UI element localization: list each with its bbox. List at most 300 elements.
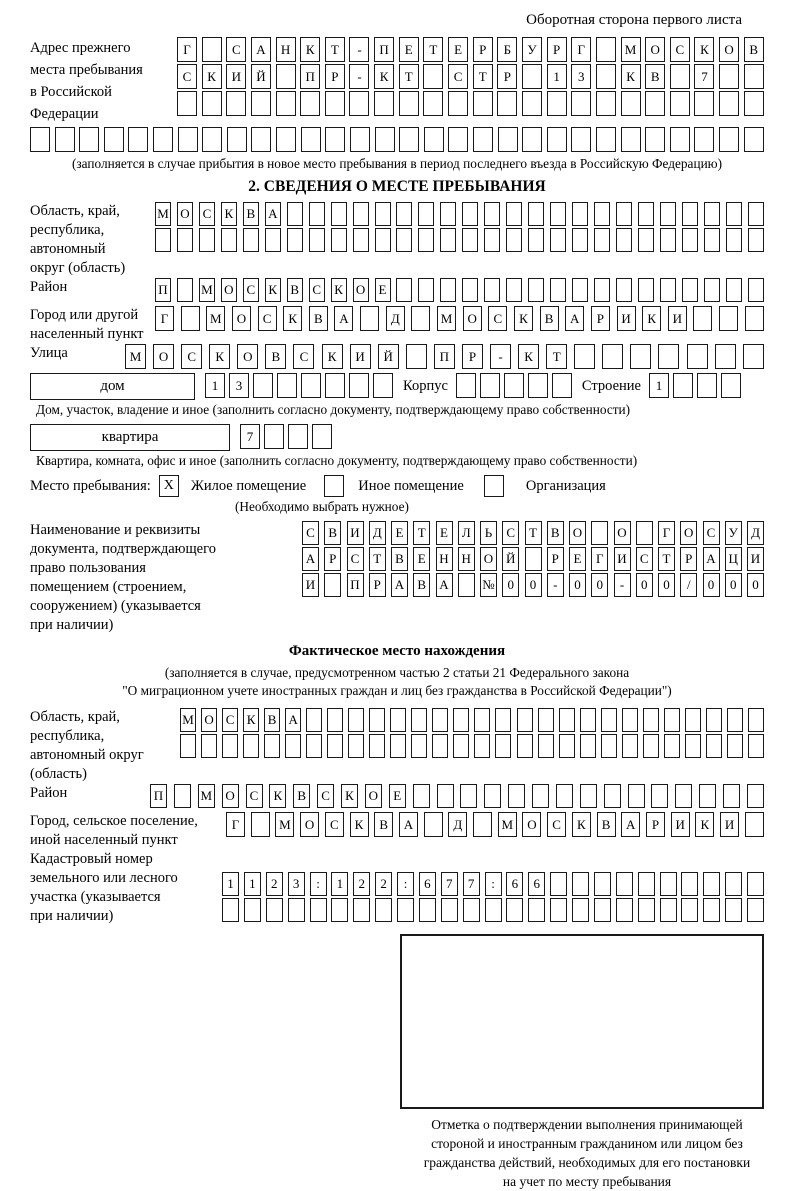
char-cell bbox=[594, 202, 610, 226]
char-cell bbox=[432, 734, 448, 758]
char-cell bbox=[522, 64, 542, 89]
char-cell bbox=[638, 872, 655, 896]
char-cell: В bbox=[540, 306, 559, 331]
char-cell: 7 bbox=[694, 64, 714, 89]
char-cell: П bbox=[150, 784, 167, 808]
char-cell: Б bbox=[497, 37, 517, 62]
char-cell: 1 bbox=[649, 373, 669, 398]
char-cell: А bbox=[703, 547, 720, 571]
char-cell bbox=[596, 64, 616, 89]
prev-address-label: Адрес прежнего места пребывания в Российской Федерации bbox=[30, 40, 143, 122]
char-cell bbox=[276, 64, 296, 89]
char-cell bbox=[594, 872, 611, 896]
char-cell: О bbox=[569, 521, 586, 545]
char-cell bbox=[497, 91, 517, 116]
char-cell bbox=[243, 228, 259, 252]
char-cell bbox=[375, 202, 391, 226]
char-cell bbox=[276, 127, 296, 152]
char-cell bbox=[440, 202, 456, 226]
char-cell bbox=[685, 734, 701, 758]
prev-address-block bbox=[30, 37, 764, 125]
char-cell bbox=[456, 373, 476, 398]
char-cell bbox=[55, 127, 75, 152]
char-cell bbox=[719, 127, 739, 152]
char-cell: Р bbox=[646, 812, 665, 837]
dom-caption: Дом, участок, владение и иное (заполнить согласно документу, подтверждающему право собственности) bbox=[36, 402, 631, 417]
char-cell bbox=[181, 306, 200, 331]
char-cell bbox=[506, 898, 523, 922]
char-cell: И bbox=[350, 344, 371, 369]
char-cell bbox=[643, 708, 659, 732]
char-cell bbox=[177, 228, 193, 252]
char-cell bbox=[222, 898, 239, 922]
char-cell: А bbox=[251, 37, 271, 62]
char-cell: О bbox=[522, 812, 541, 837]
char-cell bbox=[664, 734, 680, 758]
char-cell bbox=[721, 373, 741, 398]
char-cell bbox=[748, 734, 764, 758]
char-cell: : bbox=[310, 872, 327, 896]
char-cell: / bbox=[680, 573, 697, 597]
char-cell bbox=[324, 573, 341, 597]
char-cell bbox=[660, 872, 677, 896]
char-cell bbox=[572, 278, 588, 302]
char-cell bbox=[309, 228, 325, 252]
char-cell bbox=[616, 872, 633, 896]
char-cell bbox=[325, 127, 345, 152]
char-cell: А bbox=[302, 547, 319, 571]
char-cell bbox=[616, 278, 632, 302]
char-cell: 0 bbox=[658, 573, 675, 597]
char-cell bbox=[693, 306, 712, 331]
char-cell: Р bbox=[680, 547, 697, 571]
prev-address-row-2 bbox=[177, 64, 764, 89]
char-cell: В bbox=[391, 547, 408, 571]
checkbox-inoe bbox=[324, 475, 344, 497]
char-cell: Е bbox=[448, 37, 468, 62]
char-cell bbox=[591, 521, 608, 545]
char-cell bbox=[349, 373, 369, 398]
char-cell: Е bbox=[389, 784, 406, 808]
char-cell bbox=[288, 424, 308, 449]
char-cell: 1 bbox=[547, 64, 567, 89]
char-cell bbox=[594, 278, 610, 302]
char-cell bbox=[325, 373, 345, 398]
fact-kadastr-row-1 bbox=[222, 872, 764, 896]
s2-gorod-row bbox=[30, 306, 764, 344]
char-cell: О bbox=[177, 202, 193, 226]
char-cell: П bbox=[374, 37, 394, 62]
char-cell bbox=[79, 127, 99, 152]
char-cell: Й bbox=[378, 344, 399, 369]
char-cell bbox=[670, 127, 690, 152]
char-cell bbox=[104, 127, 124, 152]
char-cell bbox=[396, 228, 412, 252]
char-cell bbox=[664, 708, 680, 732]
char-cell bbox=[596, 91, 616, 116]
char-cell bbox=[538, 734, 554, 758]
char-cell bbox=[744, 127, 764, 152]
char-cell bbox=[177, 91, 197, 116]
mesto-row bbox=[30, 475, 764, 497]
char-cell bbox=[277, 373, 297, 398]
char-cell: Т bbox=[473, 64, 493, 89]
char-cell: : bbox=[485, 872, 502, 896]
char-cell bbox=[374, 91, 394, 116]
char-cell: И bbox=[671, 812, 690, 837]
prev-address-cells bbox=[177, 37, 764, 118]
char-cell bbox=[180, 734, 196, 758]
char-cell: В bbox=[309, 306, 328, 331]
char-cell bbox=[643, 734, 659, 758]
char-cell bbox=[406, 344, 427, 369]
char-cell: А bbox=[436, 573, 453, 597]
char-cell: - bbox=[490, 344, 511, 369]
korpus-cells bbox=[456, 373, 572, 398]
char-cell bbox=[550, 872, 567, 896]
char-cell bbox=[418, 202, 434, 226]
char-cell bbox=[645, 127, 665, 152]
char-cell: 6 bbox=[506, 872, 523, 896]
char-cell bbox=[685, 708, 701, 732]
char-cell bbox=[348, 708, 364, 732]
char-cell: Е bbox=[375, 278, 391, 302]
char-cell bbox=[484, 278, 500, 302]
char-cell bbox=[660, 228, 676, 252]
char-cell bbox=[571, 127, 591, 152]
char-cell bbox=[353, 202, 369, 226]
char-cell: К bbox=[300, 37, 320, 62]
char-cell bbox=[331, 898, 348, 922]
checkbox-organizatsiya bbox=[484, 475, 504, 497]
char-cell: А bbox=[334, 306, 353, 331]
char-cell bbox=[437, 784, 454, 808]
char-cell bbox=[725, 898, 742, 922]
char-cell bbox=[300, 91, 320, 116]
char-cell bbox=[660, 202, 676, 226]
char-cell: О bbox=[719, 37, 739, 62]
char-cell: Н bbox=[436, 547, 453, 571]
char-cell: 6 bbox=[528, 872, 545, 896]
mesto-label: Место пребывания: bbox=[30, 477, 151, 494]
char-cell bbox=[462, 278, 478, 302]
char-cell bbox=[480, 373, 500, 398]
char-cell: К bbox=[350, 812, 369, 837]
dom-box: дом bbox=[30, 373, 195, 400]
char-cell bbox=[601, 734, 617, 758]
char-cell: К bbox=[202, 64, 222, 89]
char-cell bbox=[660, 898, 677, 922]
char-cell bbox=[331, 202, 347, 226]
char-cell bbox=[681, 898, 698, 922]
s2-oblast-row bbox=[30, 202, 764, 278]
char-cell: 0 bbox=[725, 573, 742, 597]
char-cell: С bbox=[199, 202, 215, 226]
char-cell: К bbox=[695, 812, 714, 837]
s2-oblast-label: Область, край, республика, автономный округ (область) bbox=[30, 203, 126, 276]
char-cell bbox=[155, 228, 171, 252]
char-cell bbox=[719, 64, 739, 89]
dom-cells bbox=[205, 373, 393, 398]
s2-ulitsa-label: Улица bbox=[30, 345, 68, 361]
char-cell: Р bbox=[324, 547, 341, 571]
char-cell bbox=[528, 898, 545, 922]
char-cell bbox=[306, 734, 322, 758]
char-cell bbox=[440, 228, 456, 252]
char-cell bbox=[348, 734, 364, 758]
fact-oblast-cells bbox=[180, 708, 764, 760]
char-cell: Г bbox=[226, 812, 245, 837]
char-cell bbox=[484, 202, 500, 226]
fact-gorod-label: Город, сельское поселение, иной населенный пункт bbox=[30, 813, 198, 848]
char-cell bbox=[572, 202, 588, 226]
char-cell bbox=[390, 708, 406, 732]
char-cell: В bbox=[597, 812, 616, 837]
char-cell bbox=[638, 228, 654, 252]
char-cell bbox=[687, 344, 708, 369]
char-cell bbox=[448, 127, 468, 152]
char-cell bbox=[360, 306, 379, 331]
char-cell bbox=[285, 734, 301, 758]
char-cell: В bbox=[413, 573, 430, 597]
char-cell: А bbox=[399, 812, 418, 837]
stamp-box bbox=[400, 934, 764, 1109]
char-cell bbox=[594, 898, 611, 922]
char-cell: О bbox=[463, 306, 482, 331]
char-cell: С bbox=[258, 306, 277, 331]
char-cell: 3 bbox=[229, 373, 249, 398]
char-cell bbox=[572, 228, 588, 252]
doc-row-2 bbox=[302, 547, 764, 571]
char-cell bbox=[473, 127, 493, 152]
char-cell: А bbox=[265, 202, 281, 226]
char-cell: Ц bbox=[725, 547, 742, 571]
fact-oblast-row-1 bbox=[180, 708, 764, 732]
char-cell bbox=[726, 202, 742, 226]
char-cell bbox=[375, 127, 395, 152]
char-cell bbox=[399, 91, 419, 116]
char-cell bbox=[473, 812, 492, 837]
char-cell: О bbox=[221, 278, 237, 302]
prev-address-caption: (заполняется в случае прибытия в новое место пребывания в период последнего въезда в Российскую Федерацию) bbox=[71, 156, 723, 171]
char-cell: С bbox=[317, 784, 334, 808]
char-cell: С bbox=[177, 64, 197, 89]
fact-kadastr-row-2 bbox=[222, 898, 764, 922]
char-cell: И bbox=[617, 306, 636, 331]
char-cell: К bbox=[322, 344, 343, 369]
char-cell bbox=[748, 228, 764, 252]
stroenie-label: Строение bbox=[581, 378, 641, 394]
char-cell: К bbox=[374, 64, 394, 89]
char-cell bbox=[704, 202, 720, 226]
char-cell: Т bbox=[423, 37, 443, 62]
char-cell bbox=[397, 898, 414, 922]
char-cell bbox=[331, 228, 347, 252]
char-cell: С bbox=[448, 64, 468, 89]
checkbox-zhiloe: X bbox=[159, 475, 179, 497]
char-cell: Й bbox=[502, 547, 519, 571]
char-cell bbox=[660, 278, 676, 302]
char-cell: В bbox=[265, 344, 286, 369]
char-cell: 1 bbox=[244, 872, 261, 896]
char-cell: 0 bbox=[591, 573, 608, 597]
char-cell: М bbox=[206, 306, 225, 331]
char-cell: И bbox=[614, 547, 631, 571]
char-cell: У bbox=[522, 37, 542, 62]
char-cell: Т bbox=[413, 521, 430, 545]
char-cell: Т bbox=[546, 344, 567, 369]
fact-title: Фактическое место нахождения bbox=[288, 643, 506, 659]
s2-oblast-row-2 bbox=[155, 228, 764, 252]
char-cell: К bbox=[694, 37, 714, 62]
char-cell: А bbox=[391, 573, 408, 597]
char-cell: О bbox=[614, 521, 631, 545]
fact-gorod-cells bbox=[226, 812, 764, 837]
char-cell bbox=[743, 344, 764, 369]
char-cell bbox=[528, 202, 544, 226]
char-cell bbox=[202, 127, 222, 152]
char-cell bbox=[30, 127, 50, 152]
char-cell bbox=[726, 278, 742, 302]
char-cell bbox=[719, 306, 738, 331]
char-cell bbox=[658, 344, 679, 369]
char-cell bbox=[621, 127, 641, 152]
char-cell: М bbox=[498, 812, 517, 837]
char-cell bbox=[726, 228, 742, 252]
doc-block bbox=[30, 521, 764, 635]
char-cell bbox=[670, 64, 690, 89]
char-cell: П bbox=[300, 64, 320, 89]
char-cell: О bbox=[300, 812, 319, 837]
char-cell bbox=[202, 91, 222, 116]
char-cell bbox=[682, 228, 698, 252]
char-cell: К bbox=[221, 202, 237, 226]
char-cell: К bbox=[572, 812, 591, 837]
char-cell: Г bbox=[658, 521, 675, 545]
char-cell bbox=[226, 91, 246, 116]
char-cell bbox=[485, 898, 502, 922]
char-cell: В bbox=[287, 278, 303, 302]
char-cell bbox=[706, 708, 722, 732]
s2-gorod-label: Город или другой населенный пункт bbox=[30, 307, 144, 342]
char-cell bbox=[622, 734, 638, 758]
char-cell bbox=[484, 228, 500, 252]
char-cell: В bbox=[264, 708, 280, 732]
char-cell: С bbox=[226, 37, 246, 62]
char-cell bbox=[227, 127, 247, 152]
char-cell: К bbox=[642, 306, 661, 331]
fact-intro: (заполняется в случае, предусмотренном частью 2 статьи 21 Федерального закона "О миграционном учете иностранных граждан и лиц без гражданства в Российской Федерации") bbox=[122, 665, 672, 698]
fact-raion-row bbox=[30, 784, 764, 810]
char-cell bbox=[177, 278, 193, 302]
char-cell bbox=[373, 373, 393, 398]
char-cell: О bbox=[365, 784, 382, 808]
char-cell bbox=[473, 91, 493, 116]
char-cell bbox=[601, 708, 617, 732]
char-cell: 0 bbox=[636, 573, 653, 597]
char-cell bbox=[458, 573, 475, 597]
char-cell bbox=[453, 708, 469, 732]
char-cell: Е bbox=[391, 521, 408, 545]
char-cell bbox=[253, 373, 273, 398]
char-cell bbox=[744, 64, 764, 89]
char-cell bbox=[266, 898, 283, 922]
char-cell bbox=[327, 708, 343, 732]
char-cell: М bbox=[198, 784, 215, 808]
header-note: Оборотная сторона первого листа bbox=[526, 12, 742, 28]
char-cell bbox=[432, 708, 448, 732]
char-cell bbox=[474, 734, 490, 758]
char-cell bbox=[474, 708, 490, 732]
char-cell: С bbox=[325, 812, 344, 837]
char-cell bbox=[325, 91, 345, 116]
s2-raion-cells bbox=[155, 278, 764, 302]
char-cell bbox=[704, 228, 720, 252]
char-cell: Г bbox=[571, 37, 591, 62]
char-cell: К bbox=[341, 784, 358, 808]
char-cell bbox=[463, 898, 480, 922]
char-cell: Т bbox=[325, 37, 345, 62]
doc-cells bbox=[302, 521, 764, 599]
char-cell bbox=[596, 127, 616, 152]
char-cell: Г bbox=[177, 37, 197, 62]
char-cell: У bbox=[725, 521, 742, 545]
char-cell bbox=[375, 898, 392, 922]
char-cell: М bbox=[275, 812, 294, 837]
char-cell: В bbox=[547, 521, 564, 545]
dom-row bbox=[30, 373, 764, 400]
section2-title: 2. СВЕДЕНИЯ О МЕСТЕ ПРЕБЫВАНИЯ bbox=[248, 178, 546, 195]
fact-kadastr-cells bbox=[222, 872, 764, 924]
char-cell bbox=[727, 734, 743, 758]
char-cell bbox=[413, 784, 430, 808]
char-cell: Р bbox=[369, 573, 386, 597]
char-cell bbox=[411, 306, 430, 331]
char-cell bbox=[748, 202, 764, 226]
s2-oblast-row-1 bbox=[155, 202, 764, 226]
char-cell: С bbox=[703, 521, 720, 545]
char-cell bbox=[621, 91, 641, 116]
char-cell bbox=[353, 898, 370, 922]
char-cell: О bbox=[201, 708, 217, 732]
fact-oblast-label: Область, край, республика, автономный округ (область) bbox=[30, 709, 144, 782]
char-cell bbox=[411, 708, 427, 732]
char-cell: А bbox=[621, 812, 640, 837]
char-cell: А bbox=[565, 306, 584, 331]
char-cell bbox=[747, 872, 764, 896]
char-cell: 0 bbox=[502, 573, 519, 597]
char-cell bbox=[495, 708, 511, 732]
char-cell: 0 bbox=[525, 573, 542, 597]
char-cell bbox=[552, 373, 572, 398]
char-cell bbox=[174, 784, 191, 808]
char-cell bbox=[748, 278, 764, 302]
char-cell bbox=[602, 344, 623, 369]
char-cell bbox=[309, 202, 325, 226]
stroenie-cells bbox=[649, 373, 741, 398]
char-cell: Р bbox=[325, 64, 345, 89]
char-cell: И bbox=[747, 547, 764, 571]
char-cell bbox=[201, 734, 217, 758]
char-cell bbox=[604, 784, 621, 808]
char-cell bbox=[727, 708, 743, 732]
char-cell bbox=[287, 202, 303, 226]
char-cell bbox=[673, 373, 693, 398]
char-cell: С bbox=[502, 521, 519, 545]
char-cell bbox=[276, 91, 296, 116]
fact-kadastr-label: Кадастровый номер земельного или лесного участка (указывается при наличии) bbox=[30, 851, 178, 924]
char-cell bbox=[547, 91, 567, 116]
